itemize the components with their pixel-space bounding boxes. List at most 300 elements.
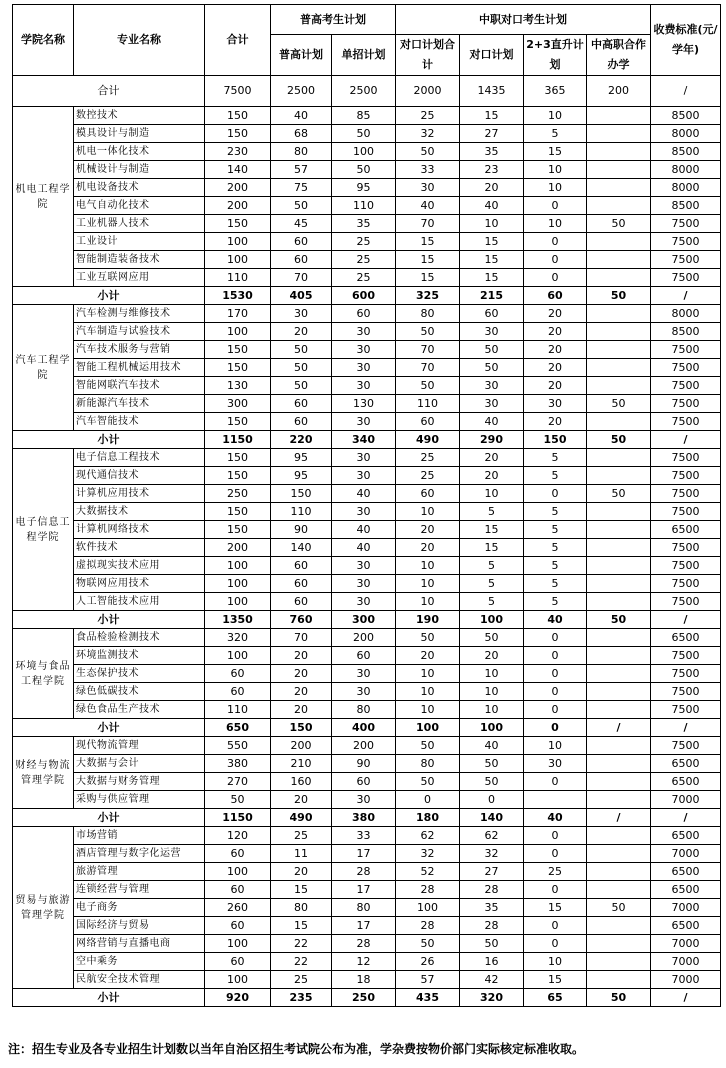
value-cell: 20 <box>396 647 460 665</box>
value-cell: 60 <box>396 413 460 431</box>
value-cell: 20 <box>271 323 332 341</box>
table-row <box>13 629 721 647</box>
subtotal-cell: 290 <box>460 431 524 449</box>
value-cell: 95 <box>271 467 332 485</box>
subtotal-cell: 40 <box>524 809 587 827</box>
value-cell: 60 <box>205 845 271 863</box>
subtotal-cell: 1530 <box>205 287 271 305</box>
table-row <box>13 539 721 557</box>
subtotal-cell: 760 <box>271 611 332 629</box>
grand-total-cell: 2500 <box>332 76 396 107</box>
value-cell: 30 <box>332 683 396 701</box>
value-cell: 100 <box>205 557 271 575</box>
value-cell: 32 <box>460 845 524 863</box>
value-cell: 5 <box>524 557 587 575</box>
major-name: 环境监测技术 <box>74 647 205 665</box>
subtotal-cell: / <box>651 989 721 1007</box>
value-cell: 5 <box>524 575 587 593</box>
major-name: 电子商务 <box>74 899 205 917</box>
value-cell: 50 <box>460 341 524 359</box>
value-cell: 60 <box>205 881 271 899</box>
value-cell: 250 <box>205 485 271 503</box>
table-row <box>13 863 721 881</box>
subtotal-cell: / <box>651 287 721 305</box>
value-cell: 80 <box>271 899 332 917</box>
value-cell: 7500 <box>651 395 721 413</box>
value-cell: 30 <box>332 791 396 809</box>
major-name: 大数据技术 <box>74 503 205 521</box>
value-cell <box>587 629 651 647</box>
value-cell: 20 <box>460 467 524 485</box>
value-cell: 17 <box>332 845 396 863</box>
value-cell: 15 <box>396 251 460 269</box>
value-cell: 110 <box>396 395 460 413</box>
value-cell: 15 <box>460 269 524 287</box>
value-cell: 100 <box>205 593 271 611</box>
value-cell: 30 <box>332 359 396 377</box>
value-cell <box>587 269 651 287</box>
table-row <box>13 305 721 323</box>
value-cell: 7500 <box>651 593 721 611</box>
value-cell: 25 <box>271 971 332 989</box>
value-cell: 45 <box>271 215 332 233</box>
value-cell: 17 <box>332 881 396 899</box>
value-cell: 50 <box>271 341 332 359</box>
value-cell <box>587 323 651 341</box>
value-cell: 50 <box>271 377 332 395</box>
value-cell: 150 <box>205 215 271 233</box>
value-cell: 35 <box>332 215 396 233</box>
subtotal-label: 小计 <box>13 809 205 827</box>
value-cell: 6500 <box>651 863 721 881</box>
value-cell <box>587 143 651 161</box>
grand-total-cell: 365 <box>524 76 587 107</box>
table-row <box>13 413 721 431</box>
value-cell: 60 <box>332 305 396 323</box>
subtotal-cell: 1350 <box>205 611 271 629</box>
value-cell: 100 <box>396 899 460 917</box>
major-name: 生态保护技术 <box>74 665 205 683</box>
value-cell: 40 <box>332 539 396 557</box>
value-cell: 25 <box>396 107 460 125</box>
value-cell: 20 <box>460 179 524 197</box>
value-cell: 7000 <box>651 791 721 809</box>
value-cell: 270 <box>205 773 271 791</box>
header-hezuo: 中高职合作办学 <box>587 35 651 76</box>
value-cell: 7500 <box>651 647 721 665</box>
subtotal-cell: 50 <box>587 989 651 1007</box>
table-row <box>13 377 721 395</box>
value-cell: 100 <box>205 323 271 341</box>
subtotal-cell: 340 <box>332 431 396 449</box>
value-cell <box>524 791 587 809</box>
value-cell: 50 <box>587 899 651 917</box>
subtotal-cell: / <box>651 431 721 449</box>
value-cell: 50 <box>587 485 651 503</box>
value-cell: 6500 <box>651 917 721 935</box>
major-name: 电气自动化技术 <box>74 197 205 215</box>
value-cell: 80 <box>271 143 332 161</box>
value-cell: 28 <box>396 917 460 935</box>
table-row <box>13 737 721 755</box>
table-row <box>13 467 721 485</box>
value-cell: 10 <box>396 665 460 683</box>
value-cell: 150 <box>205 359 271 377</box>
value-cell: 57 <box>396 971 460 989</box>
major-name: 智能制造装备技术 <box>74 251 205 269</box>
value-cell <box>587 665 651 683</box>
grand-total-cell: / <box>651 76 721 107</box>
value-cell: 5 <box>524 593 587 611</box>
value-cell: 20 <box>524 323 587 341</box>
grand-total-cell: 7500 <box>205 76 271 107</box>
subtotal-cell: / <box>587 809 651 827</box>
value-cell: 210 <box>271 755 332 773</box>
value-cell: 40 <box>271 107 332 125</box>
value-cell <box>587 881 651 899</box>
major-name: 食品检验检测技术 <box>74 629 205 647</box>
subtotal-cell: / <box>587 719 651 737</box>
value-cell: 52 <box>396 863 460 881</box>
table-row <box>13 179 721 197</box>
value-cell: 10 <box>524 179 587 197</box>
table-row <box>13 557 721 575</box>
value-cell: 50 <box>332 125 396 143</box>
value-cell: 7500 <box>651 269 721 287</box>
college-name: 机电工程学院 <box>13 107 74 287</box>
table-row <box>13 233 721 251</box>
footnote: 注：招生专业及各专业招生计划数以当年自治区招生考试院公布为准，学杂费按物价部门实际核定标准收取。 <box>8 1042 585 1056</box>
value-cell: 25 <box>332 269 396 287</box>
value-cell: 10 <box>396 593 460 611</box>
value-cell: 30 <box>332 593 396 611</box>
value-cell: 7500 <box>651 359 721 377</box>
value-cell: 10 <box>396 557 460 575</box>
subtotal-cell: 50 <box>587 431 651 449</box>
value-cell: 75 <box>271 179 332 197</box>
subtotal-cell: 140 <box>460 809 524 827</box>
value-cell: 10 <box>524 161 587 179</box>
value-cell: 10 <box>460 485 524 503</box>
value-cell: 70 <box>271 269 332 287</box>
value-cell: 10 <box>524 737 587 755</box>
subtotal-cell: 40 <box>524 611 587 629</box>
subtotal-label: 小计 <box>13 431 205 449</box>
table-row <box>13 107 721 125</box>
value-cell: 10 <box>396 683 460 701</box>
table-row <box>13 791 721 809</box>
subtotal-cell: 920 <box>205 989 271 1007</box>
value-cell: 110 <box>332 197 396 215</box>
value-cell: 0 <box>524 485 587 503</box>
value-cell: 60 <box>271 251 332 269</box>
grand-total-cell: 200 <box>587 76 651 107</box>
value-cell: 100 <box>205 575 271 593</box>
table-row <box>13 395 721 413</box>
value-cell: 50 <box>396 773 460 791</box>
value-cell <box>587 107 651 125</box>
value-cell: 40 <box>396 197 460 215</box>
value-cell: 50 <box>460 935 524 953</box>
value-cell: 0 <box>524 233 587 251</box>
value-cell: 10 <box>396 575 460 593</box>
subtotal-cell: 180 <box>396 809 460 827</box>
value-cell: 0 <box>460 791 524 809</box>
subtotal-label: 小计 <box>13 989 205 1007</box>
value-cell: 5 <box>524 449 587 467</box>
value-cell <box>587 539 651 557</box>
value-cell: 28 <box>460 881 524 899</box>
grand-total-row <box>13 76 721 107</box>
subtotal-cell: 235 <box>271 989 332 1007</box>
value-cell: 20 <box>271 863 332 881</box>
value-cell: 0 <box>524 665 587 683</box>
value-cell: 30 <box>524 755 587 773</box>
value-cell: 50 <box>460 359 524 377</box>
value-cell: 100 <box>205 647 271 665</box>
value-cell: 50 <box>271 197 332 215</box>
value-cell <box>587 971 651 989</box>
value-cell: 0 <box>524 197 587 215</box>
value-cell: 30 <box>332 377 396 395</box>
value-cell <box>587 251 651 269</box>
value-cell: 20 <box>524 359 587 377</box>
header-zhisheng: 2+3直升计划 <box>524 35 587 76</box>
value-cell <box>587 737 651 755</box>
value-cell: 0 <box>524 827 587 845</box>
value-cell: 60 <box>205 665 271 683</box>
major-name: 工业互联网应用 <box>74 269 205 287</box>
value-cell: 20 <box>271 683 332 701</box>
subtotal-cell: 650 <box>205 719 271 737</box>
value-cell: 8000 <box>651 161 721 179</box>
value-cell: 30 <box>332 467 396 485</box>
value-cell: 140 <box>205 161 271 179</box>
value-cell <box>587 791 651 809</box>
value-cell: 10 <box>460 215 524 233</box>
value-cell <box>587 557 651 575</box>
major-name: 智能工程机械运用技术 <box>74 359 205 377</box>
subtotal-row <box>13 431 721 449</box>
major-name: 电子信息工程技术 <box>74 449 205 467</box>
value-cell: 7500 <box>651 557 721 575</box>
value-cell: 130 <box>332 395 396 413</box>
value-cell: 50 <box>587 395 651 413</box>
value-cell: 5 <box>460 575 524 593</box>
value-cell <box>587 575 651 593</box>
value-cell: 130 <box>205 377 271 395</box>
college-name: 财经与物流管理学院 <box>13 737 74 809</box>
value-cell: 0 <box>524 647 587 665</box>
table-row <box>13 341 721 359</box>
value-cell: 100 <box>205 971 271 989</box>
major-name: 大数据与会计 <box>74 755 205 773</box>
value-cell: 60 <box>396 485 460 503</box>
major-name: 汽车智能技术 <box>74 413 205 431</box>
value-cell: 80 <box>332 899 396 917</box>
major-name: 现代物流管理 <box>74 737 205 755</box>
subtotal-cell: 0 <box>524 719 587 737</box>
value-cell: 60 <box>205 953 271 971</box>
value-cell: 150 <box>205 467 271 485</box>
value-cell: 200 <box>205 197 271 215</box>
value-cell: 22 <box>271 953 332 971</box>
major-name: 国际经济与贸易 <box>74 917 205 935</box>
value-cell: 8500 <box>651 323 721 341</box>
value-cell: 95 <box>332 179 396 197</box>
value-cell: 30 <box>332 665 396 683</box>
value-cell: 7500 <box>651 449 721 467</box>
major-name: 连锁经营与管理 <box>74 881 205 899</box>
value-cell <box>587 935 651 953</box>
value-cell: 8000 <box>651 125 721 143</box>
value-cell <box>587 467 651 485</box>
value-cell: 50 <box>205 791 271 809</box>
value-cell: 8500 <box>651 107 721 125</box>
subtotal-cell: 150 <box>524 431 587 449</box>
table-row <box>13 665 721 683</box>
value-cell: 110 <box>271 503 332 521</box>
value-cell: 200 <box>332 737 396 755</box>
value-cell: 7500 <box>651 701 721 719</box>
major-name: 绿色食品生产技术 <box>74 701 205 719</box>
value-cell: 200 <box>332 629 396 647</box>
major-name: 酒店管理与数字化运营 <box>74 845 205 863</box>
grand-total-label: 合计 <box>13 76 205 107</box>
value-cell: 28 <box>396 881 460 899</box>
major-name: 机电设备技术 <box>74 179 205 197</box>
value-cell: 7500 <box>651 503 721 521</box>
value-cell: 150 <box>271 485 332 503</box>
header-zhongzhi-group: 中职对口考生计划 <box>396 5 651 35</box>
value-cell: 30 <box>460 323 524 341</box>
value-cell: 20 <box>524 377 587 395</box>
value-cell: 20 <box>271 665 332 683</box>
value-cell: 7000 <box>651 899 721 917</box>
value-cell: 7500 <box>651 737 721 755</box>
table-row <box>13 521 721 539</box>
subtotal-cell: 400 <box>332 719 396 737</box>
value-cell: 15 <box>271 881 332 899</box>
subtotal-cell: 150 <box>271 719 332 737</box>
value-cell: 70 <box>396 359 460 377</box>
college-name: 汽车工程学院 <box>13 305 74 431</box>
value-cell: 550 <box>205 737 271 755</box>
value-cell: 7500 <box>651 485 721 503</box>
value-cell: 10 <box>460 665 524 683</box>
value-cell: 100 <box>205 935 271 953</box>
value-cell: 60 <box>271 593 332 611</box>
value-cell: 0 <box>524 629 587 647</box>
value-cell <box>587 125 651 143</box>
value-cell: 7500 <box>651 467 721 485</box>
table-row <box>13 971 721 989</box>
value-cell: 20 <box>460 647 524 665</box>
value-cell <box>587 161 651 179</box>
subtotal-cell: 600 <box>332 287 396 305</box>
value-cell: 30 <box>332 575 396 593</box>
value-cell: 25 <box>271 827 332 845</box>
value-cell: 15 <box>396 269 460 287</box>
subtotal-row <box>13 611 721 629</box>
table-row <box>13 899 721 917</box>
value-cell: 17 <box>332 917 396 935</box>
value-cell: 10 <box>524 215 587 233</box>
header-gaokao-group: 普高考生计划 <box>271 5 396 35</box>
value-cell: 0 <box>524 917 587 935</box>
value-cell: 6500 <box>651 629 721 647</box>
value-cell: 0 <box>524 683 587 701</box>
value-cell: 95 <box>271 449 332 467</box>
subtotal-row <box>13 287 721 305</box>
value-cell <box>587 305 651 323</box>
value-cell: 150 <box>205 413 271 431</box>
value-cell: 7000 <box>651 953 721 971</box>
major-name: 智能网联汽车技术 <box>74 377 205 395</box>
value-cell: 50 <box>396 143 460 161</box>
value-cell: 150 <box>205 521 271 539</box>
subtotal-cell: 380 <box>332 809 396 827</box>
enrollment-plan-table <box>12 4 721 1007</box>
value-cell: 60 <box>205 683 271 701</box>
value-cell: 230 <box>205 143 271 161</box>
value-cell: 150 <box>205 107 271 125</box>
major-name: 模具设计与制造 <box>74 125 205 143</box>
subtotal-cell: 490 <box>271 809 332 827</box>
table-row <box>13 953 721 971</box>
value-cell: 30 <box>332 413 396 431</box>
value-cell: 15 <box>460 251 524 269</box>
major-name: 汽车技术服务与营销 <box>74 341 205 359</box>
value-cell: 8500 <box>651 143 721 161</box>
major-name: 人工智能技术应用 <box>74 593 205 611</box>
subtotal-cell: 250 <box>332 989 396 1007</box>
table-row <box>13 125 721 143</box>
value-cell: 15 <box>460 539 524 557</box>
value-cell: 260 <box>205 899 271 917</box>
value-cell: 6500 <box>651 773 721 791</box>
table-row <box>13 647 721 665</box>
table-row <box>13 269 721 287</box>
header-gaokao-plan: 普高计划 <box>271 35 332 76</box>
value-cell: 15 <box>271 917 332 935</box>
value-cell: 57 <box>271 161 332 179</box>
value-cell: 5 <box>524 503 587 521</box>
value-cell: 5 <box>460 557 524 575</box>
value-cell: 20 <box>271 791 332 809</box>
value-cell: 62 <box>460 827 524 845</box>
table-row <box>13 701 721 719</box>
subtotal-cell: 435 <box>396 989 460 1007</box>
table-row <box>13 683 721 701</box>
value-cell: 50 <box>396 377 460 395</box>
value-cell: 7000 <box>651 845 721 863</box>
value-cell: 60 <box>271 557 332 575</box>
major-name: 物联网应用技术 <box>74 575 205 593</box>
major-name: 工业机器人技术 <box>74 215 205 233</box>
subtotal-cell: / <box>651 809 721 827</box>
value-cell: 7000 <box>651 971 721 989</box>
value-cell: 200 <box>205 539 271 557</box>
value-cell: 7500 <box>651 575 721 593</box>
value-cell: 50 <box>460 755 524 773</box>
value-cell: 8000 <box>651 179 721 197</box>
table-row <box>13 323 721 341</box>
value-cell: 10 <box>524 953 587 971</box>
value-cell: 160 <box>271 773 332 791</box>
value-cell: 0 <box>524 881 587 899</box>
value-cell: 20 <box>396 521 460 539</box>
